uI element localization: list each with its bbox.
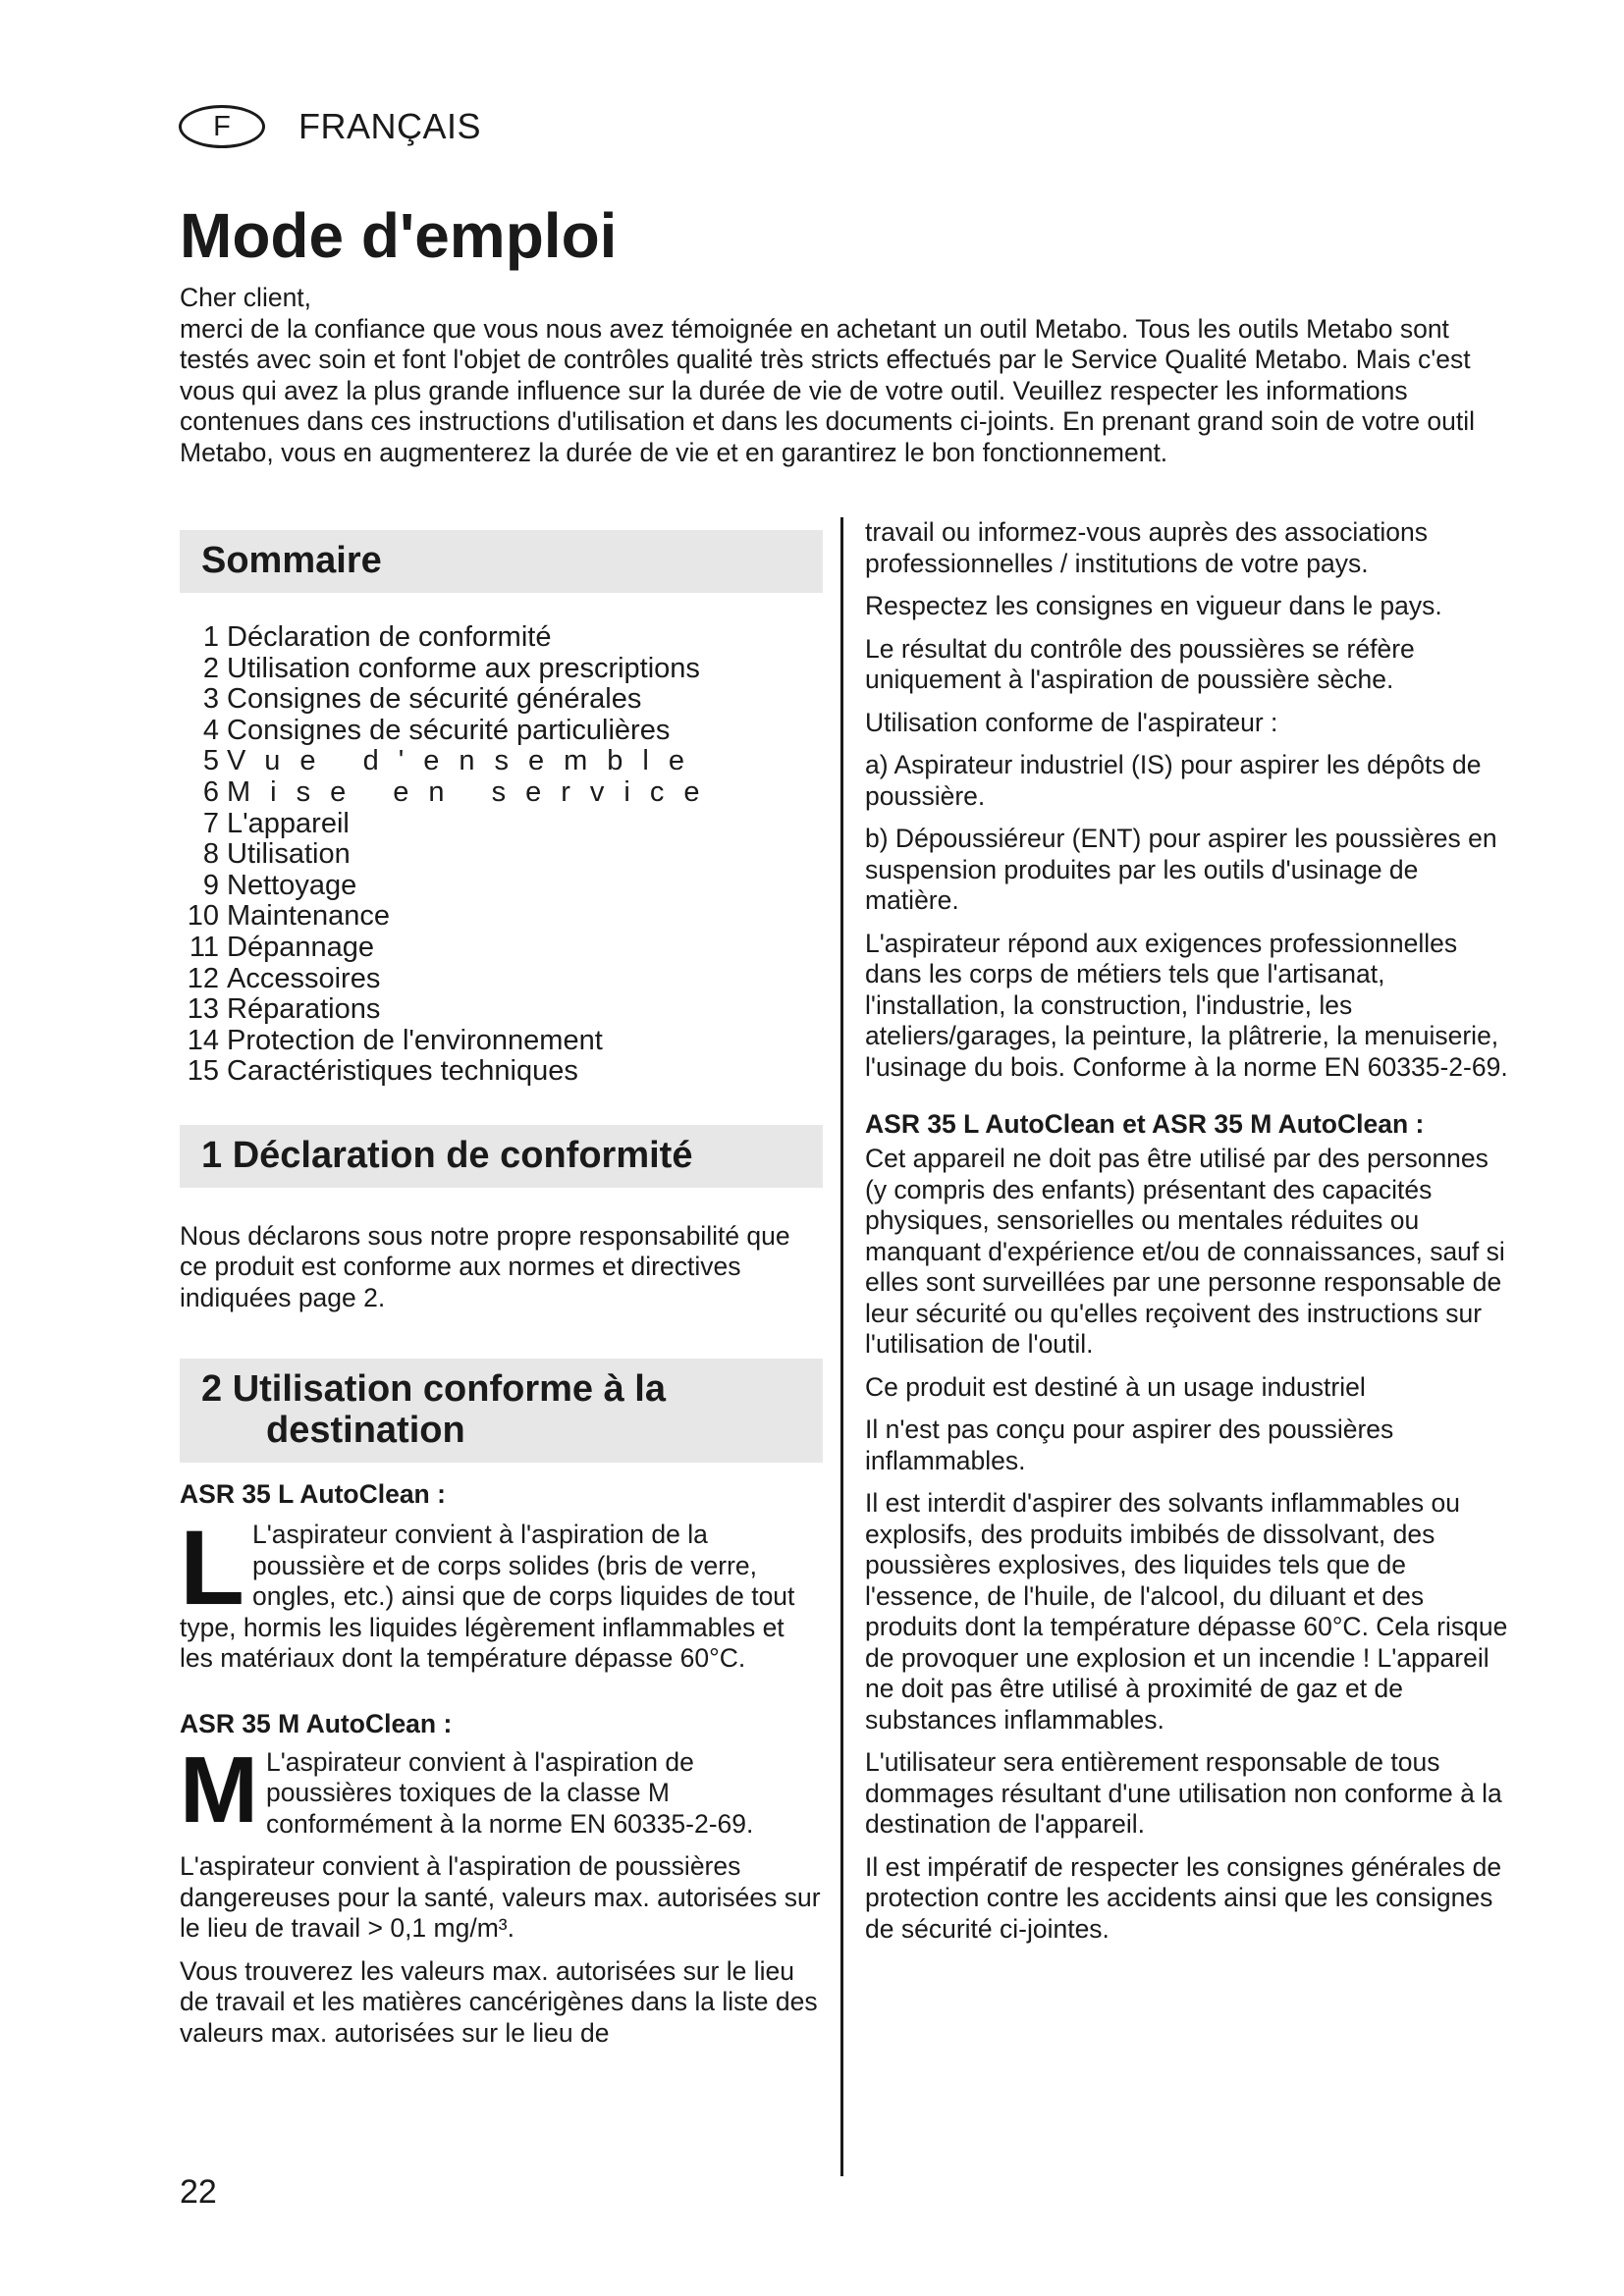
left-column	[180, 530, 823, 2049]
asr-m-paragraph-3: Vous trouverez les valeurs max. autorisées sur le lieu de travail et les matières cancérigènes dans la liste des valeurs max. autorisées sur le lieu de	[180, 1955, 818, 2048]
toc-item: 10 Maintenance	[187, 900, 391, 933]
toc-item: 13 Réparations	[187, 993, 381, 1026]
right-paragraph-7: L'aspirateur répond aux exigences professionnelles dans les corps de métiers tels que l'artisanat, l'installation, la construction, l'industrie, les ateliers/garages, la peinture, la plâtrerie, la menuiserie, l'usinage du bois. Conforme à la norme EN 60335-2-69.	[865, 928, 1508, 1082]
right-paragraph-5: a) Aspirateur industriel (IS) pour aspirer les dépôts de poussière.	[865, 750, 1482, 811]
asr-m-text: L'aspirateur convient à l'aspiration de poussières toxiques de la classe M conformément à la norme EN 60335-2-69.	[265, 1746, 754, 1839]
summary-heading: Sommaire	[180, 530, 823, 593]
right-paragraph-6: b) Dépoussiéreur (ENT) pour aspirer les poussières en suspension produites par les outils d'usinage de matière.	[865, 824, 1497, 915]
section-1-text: Nous déclarons sous notre propre responsabilité que ce produit est conforme aux normes et directives indiquées page 2.	[180, 1220, 790, 1312]
section-2-heading	[180, 1359, 823, 1463]
toc-item: 6 Mise en service	[202, 775, 720, 808]
right-paragraph-8: Cet appareil ne doit pas être utilisé par des personnes (y compris des enfants) présentant des capacités physiques, sensorielles ou mentales réduites ou manquant d'expérience et/ou de connaissances, sauf si elles sont surveillées par une personne responsable de leur sécurité ou qu'elles reçoivent des instructions sur l'utilisation de l'outil.	[865, 1144, 1505, 1359]
right-paragraph-2: Respectez les consignes en vigueur dans le pays.	[865, 591, 1442, 620]
toc-item: 4 Consignes de sécurité particulières	[202, 714, 671, 746]
asr-l-text: L'aspirateur convient à l'aspiration de la poussière et de corps solides (bris de verre, ongles, etc.) ainsi que de corps liquides de tout type, hormis les liquides légèrement inflammables et les matériaux dont la température dépasse 60°C.	[180, 1520, 795, 1674]
toc-item: 14 Protection de l'environnement	[187, 1024, 603, 1056]
toc-item: 1 Déclaration de conformité	[202, 621, 552, 653]
asr-m-paragraph	[180, 1736, 823, 1842]
intro-text: merci de la confiance que vous nous avez témoignée en achetant un outil Metabo. Tous les outils Metabo sont testés avec soin et font l'objet de contrôles qualité très stricts effectués par le Service Qualité Metabo. Mais c'est vous qui avez la plus grande influence sur la durée de vie de votre outil. Veuillez respecter les informations contenues dans ces instructions d'utilisation et dans les documents ci-joints. En prenant grand soin de votre outil Metabo, vous en augmenterez la durée de vie et en garantirez le bon fonctionnement.	[180, 313, 1476, 467]
toc-item: 15 Caractéristiques techniques	[187, 1055, 578, 1088]
asr-m-paragraph-2: L'aspirateur convient à l'aspiration de poussières dangereuses pour la santé, valeurs max. autorisées sur le lieu de travail > 0,1 mg/m³.	[180, 1851, 821, 1944]
table-of-contents	[180, 622, 823, 1088]
page-title: Mode d'emploi	[180, 200, 618, 271]
asr-l-paragraph	[180, 1508, 823, 1675]
section-2-heading-line2: destination	[266, 1410, 465, 1452]
right-paragraph-3: Le résultat du contrôle des poussières se réfère uniquement à l'aspiration de poussière sèche.	[865, 633, 1415, 694]
section-2-heading-line1: 2 Utilisation conforme à la	[201, 1368, 666, 1411]
asr-l-heading: ASR 35 L AutoClean :	[180, 1479, 446, 1510]
language-indicator	[179, 102, 481, 151]
right-paragraph-11: Il est interdit d'aspirer des solvants inflammables ou explosifs, des produits imbibés de dissolvant, des poussières explosives, des liquides tels que de l'essence, de l'huile, de l'alcool, du diluant et des produits dont la température dépasse 60°C. Cela risque de provoquer une explosion et un incendie ! L'appareil ne doit pas être utilisé à proximité de gaz et de substances inflammables.	[865, 1488, 1508, 1735]
toc-item: 5 Vue d'ensemble	[202, 745, 704, 777]
language-name: FRANÇAIS	[298, 106, 482, 146]
right-paragraph-12: L'utilisateur sera entièrement responsable de tous dommages résultant d'une utilisation non conforme à la destination de l'appareil.	[865, 1747, 1502, 1839]
column-divider	[840, 517, 843, 2176]
intro-greeting: Cher client,	[180, 283, 312, 312]
right-paragraph-4: Utilisation conforme de l'aspirateur :	[865, 707, 1278, 737]
toc-item: 3 Consignes de sécurité générales	[202, 683, 642, 716]
right-column	[865, 517, 1513, 1956]
section-1-heading: 1 Déclaration de conformité	[180, 1125, 823, 1188]
toc-item: 2 Utilisation conforme aux prescriptions	[202, 652, 700, 684]
dropcap-l: L	[180, 1508, 244, 1628]
right-paragraph-13: Il est impératif de respecter les consignes générales de protection contre les accidents ainsi que les consignes de sécurité ci-jointes.	[865, 1851, 1502, 1944]
page-number: 22	[180, 2173, 217, 2211]
dropcap-m: M	[180, 1736, 258, 1842]
toc-item: 12 Accessoires	[187, 962, 381, 994]
asr-m-heading: ASR 35 M AutoClean :	[180, 1708, 453, 1738]
toc-item: 11 Dépannage	[189, 931, 374, 963]
intro-paragraph	[180, 283, 1515, 468]
right-sub-heading: ASR 35 L AutoClean et ASR 35 M AutoClean :	[865, 1109, 1425, 1139]
language-code: F	[213, 110, 231, 142]
toc-item: 9 Nettoyage	[202, 869, 357, 901]
right-paragraph-9: Ce produit est destiné à un usage industriel	[865, 1371, 1366, 1402]
toc-item: 7 L'appareil	[202, 807, 350, 839]
language-code-oval	[179, 105, 265, 148]
toc-item: 8 Utilisation	[202, 838, 351, 871]
right-paragraph-1: travail ou informez-vous auprès des associations professionnelles / institutions de votre pays.	[865, 517, 1428, 578]
right-paragraph-10: Il n'est pas conçu pour aspirer des poussières inflammables.	[865, 1415, 1394, 1475]
